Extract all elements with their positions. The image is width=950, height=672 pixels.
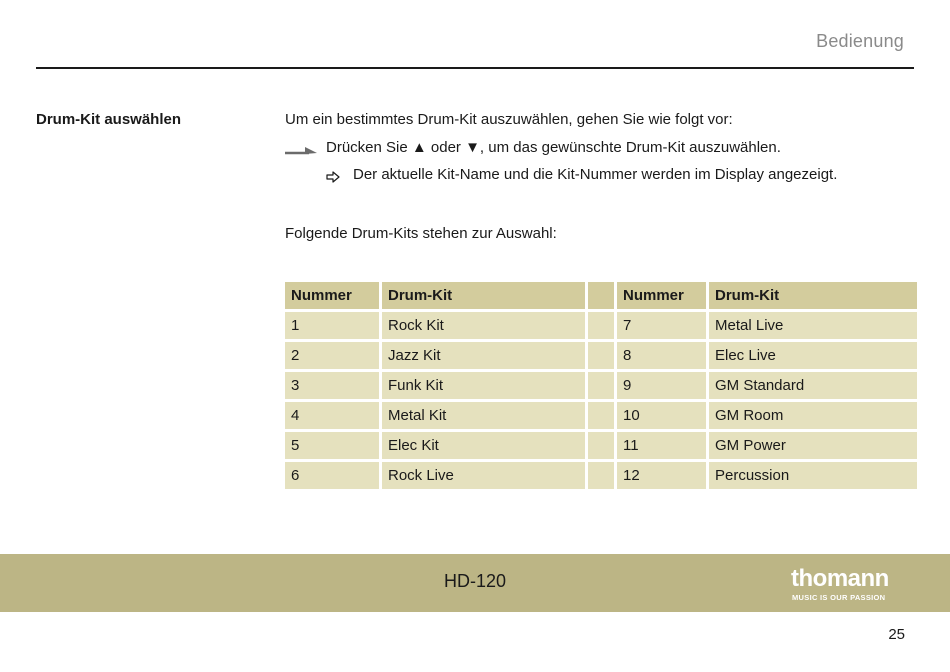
table-gap-cell xyxy=(588,432,614,459)
table-gap-cell xyxy=(588,372,614,399)
kit-number: 4 xyxy=(285,402,379,429)
kit-name: Rock Live xyxy=(382,462,585,489)
table-row xyxy=(285,342,917,369)
kit-number: 6 xyxy=(285,462,379,489)
kit-name: Jazz Kit xyxy=(382,342,585,369)
kit-number: 11 xyxy=(617,432,706,459)
kit-number: 9 xyxy=(617,372,706,399)
table-row xyxy=(285,402,917,429)
logo-wordmark: thomann xyxy=(791,565,889,592)
instruction-step xyxy=(285,139,905,159)
kit-number: 2 xyxy=(285,342,379,369)
table-gap-cell xyxy=(588,282,614,309)
page-number: 25 xyxy=(888,626,905,643)
table-gap-cell xyxy=(588,462,614,489)
kit-name: GM Standard xyxy=(709,372,917,399)
kit-name: GM Room xyxy=(709,402,917,429)
kit-number: 1 xyxy=(285,312,379,339)
kit-name: Elec Kit xyxy=(382,432,585,459)
kit-name: Rock Kit xyxy=(382,312,585,339)
kit-name: GM Power xyxy=(709,432,917,459)
kit-number: 10 xyxy=(617,402,706,429)
table-row xyxy=(285,312,917,339)
step-arrow-icon xyxy=(285,142,319,158)
kit-number: 7 xyxy=(617,312,706,339)
model-name: HD-120 xyxy=(443,571,507,591)
kit-name: Funk Kit xyxy=(382,372,585,399)
table-gap-cell xyxy=(588,402,614,429)
table-row xyxy=(285,462,917,489)
kit-number: 5 xyxy=(285,432,379,459)
table-row xyxy=(285,372,917,399)
header-divider xyxy=(36,67,914,69)
kit-name: Elec Live xyxy=(709,342,917,369)
list-intro-text: Folgende Drum-Kits stehen zur Auswahl: xyxy=(285,225,557,242)
logo-tagline: MUSIC IS OUR PASSION xyxy=(792,593,886,602)
thomann-logo xyxy=(791,567,907,603)
kit-number: 8 xyxy=(617,342,706,369)
table-gap-cell xyxy=(588,342,614,369)
header-drum-kit-1: Drum-Kit xyxy=(382,282,585,309)
header-drum-kit-2: Drum-Kit xyxy=(709,282,917,309)
kit-name: Percussion xyxy=(709,462,917,489)
result-arrow-icon xyxy=(326,171,340,183)
header-number-2: Nummer xyxy=(617,282,706,309)
header-title: Bedienung xyxy=(816,31,904,51)
kit-number: 3 xyxy=(285,372,379,399)
section-title: Drum-Kit auswählen xyxy=(36,111,182,128)
table-header-row xyxy=(285,282,917,309)
result-text: Der aktuelle Kit-Name und die Kit-Nummer werden im Display angezeigt. xyxy=(353,166,838,183)
intro-text: Um ein bestimmtes Drum-Kit auszuwählen, gehen Sie wie folgt vor: xyxy=(285,111,733,128)
drum-kit-table xyxy=(282,279,920,492)
kit-name: Metal Kit xyxy=(382,402,585,429)
table-row xyxy=(285,432,917,459)
table-gap-cell xyxy=(588,312,614,339)
step-text: Drücken Sie ▲ oder ▼, um das gewünschte Drum-Kit auszuwählen. xyxy=(326,139,781,156)
kit-name: Metal Live xyxy=(709,312,917,339)
instruction-result xyxy=(326,166,906,186)
header-number-1: Nummer xyxy=(285,282,379,309)
kit-number: 12 xyxy=(617,462,706,489)
footer-band xyxy=(0,554,950,612)
